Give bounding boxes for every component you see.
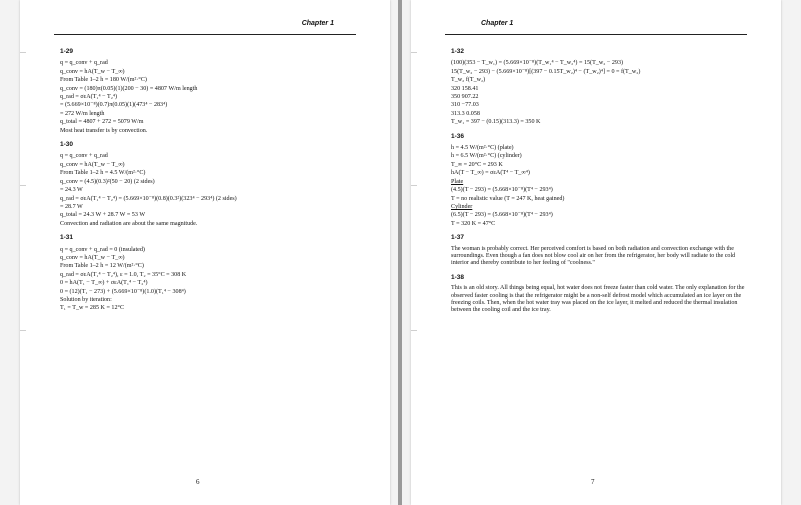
equation-line: 15(T_w₂ − 293) − (5.669×10⁻⁸)[(397 − 0.15T_w₂)⁴ − (T_w₂)⁴] = 0 = f(T_w₂) (451, 68, 641, 75)
equation-line: q_conv = hA(T_w − T_∞) (60, 68, 125, 75)
table-row: 350 907.22 (451, 94, 479, 101)
equation-line: = 24.3 W (60, 187, 83, 194)
page-separator (398, 0, 402, 505)
problem-1-32 (451, 48, 751, 127)
equation-line: q_rad = σεA(T₁⁴ − T₂⁴) (60, 94, 117, 101)
equation-line: h = 6.5 W/(m²·°C) (cylinder) (451, 153, 522, 160)
equation-line: q_conv = (180)π(0.05)(1)(200 − 30) = 4807 W/m length (60, 85, 198, 92)
equation-line: From Table 1–2 h = 180 W/(m²·°C) (60, 77, 147, 84)
equation-line: = (5.669×10⁻⁸)(0.7)π(0.05)(1)(473⁴ − 283⁴) (60, 102, 168, 109)
margin-mark (411, 185, 417, 186)
equation-line: = 272 W/m length (60, 110, 105, 117)
equation-line: q_conv = hA(T_w − T_∞) (60, 254, 125, 261)
equation-line: q_conv = (4.5)(0.3)²(50 − 20) (2 sides) (60, 178, 155, 185)
page-number: 7 (591, 478, 595, 486)
equation-line: q = q_conv + q_rad (60, 153, 108, 160)
problem-1-29 (60, 48, 360, 135)
problem-heading: 1-32 (451, 48, 465, 55)
equation-line: hA(T − T_∞) = σεA(T⁴ − T_∞⁴) (451, 170, 530, 177)
table-row: 313.3 0.058 (451, 110, 480, 117)
margin-mark (20, 185, 26, 186)
equation-line: (6.5)(T − 293) = (5.668×10⁻⁸)(T⁴ − 293⁴) (451, 212, 553, 219)
problem-heading: 1-38 (451, 273, 465, 281)
problem-heading: 1-29 (60, 48, 74, 55)
equation-line: From Table 1–2 h = 12 W/(m²·°C) (60, 263, 144, 270)
equation-line: Solution by iteration: (60, 296, 112, 303)
conclusion-line: T = 320 K = 47°C (451, 220, 496, 227)
equation-line: (4.5)(T − 293) = (5.668×10⁻⁸)(T⁴ − 293⁴) (451, 187, 553, 194)
equation-line: q_total = 24.3 W + 28.7 W = 53 W (60, 212, 146, 219)
equation-line: T = no realistic value (T = 247 K, heat gained) (451, 195, 565, 202)
problem-heading: 1-30 (60, 141, 74, 149)
equation-line: (100)(353 − T_w₁) = (5.669×10⁻⁸)(T_w₁⁴ − T_w₂⁴) = 15(T_w₂ − 293) (451, 60, 624, 67)
page-number: 6 (196, 478, 200, 486)
header-rule (54, 34, 356, 35)
chapter-header: Chapter 1 (301, 20, 334, 27)
conclusion-line: Most heat transfer is by convection. (60, 127, 148, 134)
subheading-plate: Plate (451, 178, 464, 185)
equation-line: q = q_conv + q_rad = 0 (insulated) (60, 246, 145, 253)
chapter-header: Chapter 1 (481, 20, 514, 27)
margin-mark (20, 52, 26, 53)
answer-paragraph: This is an old story. All things being equal, hot water does not freeze faster than cold water. The only explanation for the observed faster cooling is that the refrigerator might be a non-self defrost model which accumulated an ice layer on the freezing coils. Then, when the hot water tray was placed on the ice layer, it melted and reduced the thermal insulation between the cooling coil and the ice tray. (451, 285, 745, 314)
problem-1-38 (451, 274, 751, 315)
problem-1-30 (60, 141, 360, 228)
equation-line: = 28.7 W (60, 203, 83, 210)
margin-mark (20, 330, 26, 331)
table-row: 310 −77.03 (451, 102, 479, 109)
equation-line: 0 = hA(T₁ − T_∞) + σεA(T₁⁴ − T₂⁴) (60, 280, 148, 287)
conclusion-line: T_w₁ = 397 − (0.15)(313.3) = 350 K (451, 119, 541, 126)
conclusion-line: T₁ = T_w = 285 K = 12°C (60, 305, 125, 312)
equation-line: q_rad = σεA(T₁⁴ − T₂⁴), ε = 1.0, T₂ = 35°C = 308 K (60, 271, 187, 278)
equation-line: From Table 1–2 h = 4.5 W/(m²·°C) (60, 170, 146, 177)
subheading-cylinder: Cylinder (451, 203, 473, 210)
page-7 (411, 0, 781, 505)
problem-1-31 (60, 234, 360, 313)
problem-1-36 (451, 133, 751, 228)
equation-line: 0 = (12)(T₁ − 273) + (5.669×10⁻⁸)(1.0)(T₁⁴ − 308⁴) (60, 288, 186, 295)
equation-line: T_∞ = 20°C = 293 K (451, 161, 503, 168)
page-content (60, 42, 360, 313)
equation-line: q_total = 4807 + 272 = 5079 W/m (60, 119, 144, 126)
answer-paragraph: The woman is probably correct. Her perceived comfort is based on both radiation and convection exchange with the surroundings. Even though a fan does not blow cool air on her from the refrigerator, her body will radiate to the cold interior and thereby contribute to her feeling of "coolness." (451, 245, 736, 267)
equation-line: q_rad = σεA(T₁⁴ − T₂⁴) = (5.669×10⁻⁸)(0.8)(0.3²)(323⁴ − 293⁴) (2 sides) (60, 195, 237, 202)
page-6 (20, 0, 390, 505)
equation-line: q_conv = hA(T_w − T_∞) (60, 161, 125, 168)
equation-line: q = q_conv + q_rad (60, 60, 108, 67)
problem-heading: 1-37 (451, 234, 465, 242)
margin-mark (411, 52, 417, 53)
margin-mark (411, 330, 417, 331)
table-header: T_w₂ f(T_w₂) (451, 77, 486, 84)
conclusion-line: Convection and radiation are about the same magnitude. (60, 220, 198, 227)
table-row: 320 158.41 (451, 85, 479, 92)
problem-heading: 1-36 (451, 132, 465, 140)
header-rule (445, 34, 747, 35)
equation-line: h = 4.5 W/(m²·°C) (plate) (451, 145, 514, 152)
page-content (451, 42, 751, 315)
problem-1-37 (451, 234, 751, 268)
problem-heading: 1-31 (60, 234, 74, 242)
